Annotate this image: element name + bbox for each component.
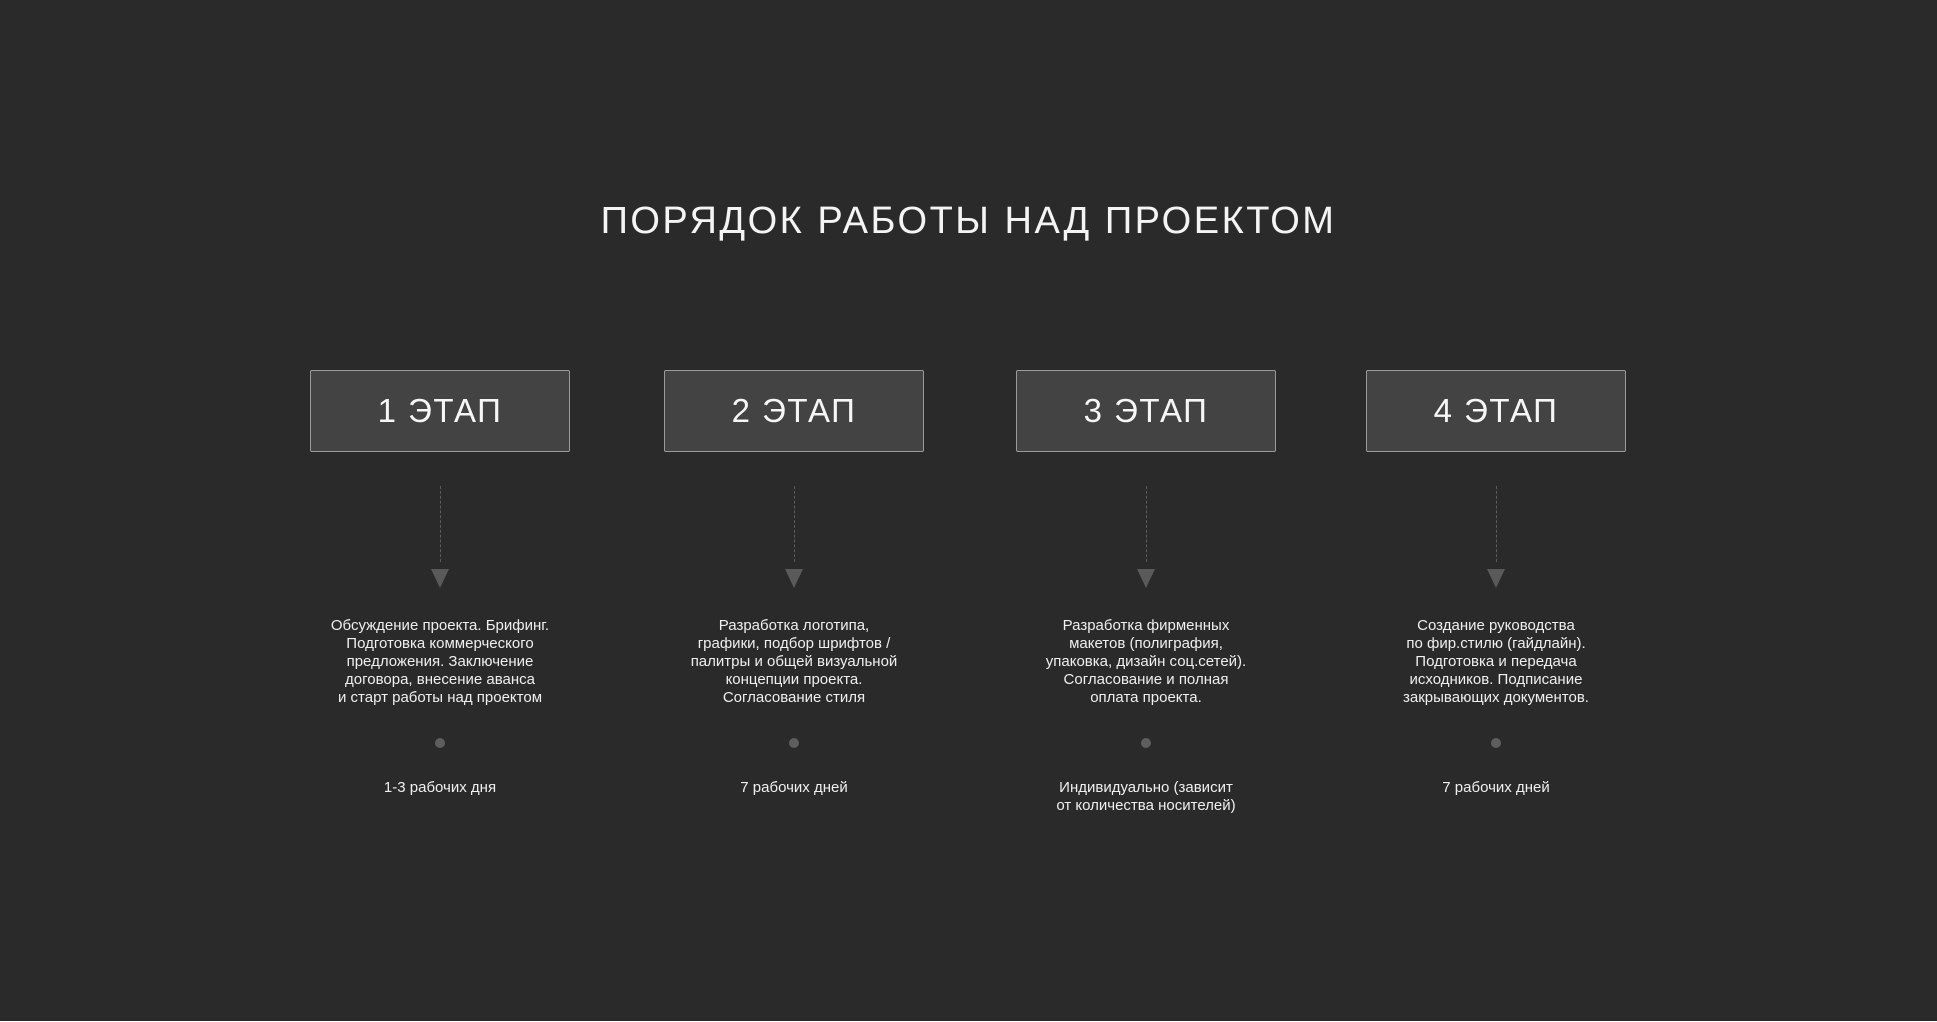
stage-4-dot	[1491, 738, 1501, 748]
stage-1-label: 1 ЭТАП	[377, 392, 503, 429]
stage-1-dot	[435, 738, 445, 748]
stage-1-duration: 1-3 рабочих дня	[383, 779, 497, 796]
stage-4-box	[1366, 370, 1626, 452]
stage-3	[1016, 370, 1276, 814]
stage-4-connector	[1496, 486, 1497, 562]
stage-2-dot	[789, 738, 799, 748]
stage-1-arrow-down-icon	[431, 569, 449, 588]
stage-3-description: Разработка фирменных макетов (полиграфия, упаковка, дизайн соц.сетей). Согласование и полная оплата проекта.	[1045, 617, 1247, 706]
stage-2-duration: 7 рабочих дней	[740, 779, 848, 796]
stage-1	[310, 370, 570, 796]
stage-2-label: 2 ЭТАП	[731, 392, 857, 429]
stage-4-duration: 7 рабочих дней	[1442, 779, 1550, 796]
stage-3-dot	[1141, 738, 1151, 748]
stage-4-label: 4 ЭТАП	[1433, 392, 1559, 429]
stage-1-description: Обсуждение проекта. Брифинг. Подготовка коммерческого предложения. Заключение договора, внесение аванса и старт работы над проектом	[330, 617, 550, 706]
stage-3-label: 3 ЭТАП	[1083, 392, 1209, 429]
stage-4-description: Создание руководства по фир.стилю (гайдлайн). Подготовка и передача исходников. Подписание закрывающих документов.	[1403, 617, 1589, 706]
stage-2-arrow-down-icon	[785, 569, 803, 588]
stage-3-arrow-down-icon	[1137, 569, 1155, 588]
stage-3-connector	[1146, 486, 1147, 562]
page-title: ПОРЯДОК РАБОТЫ НАД ПРОЕКТОМ	[600, 200, 1337, 242]
stage-3-duration: Индивидуально (зависит от количества носителей)	[1056, 779, 1236, 814]
stage-2-description: Разработка логотипа, графики, подбор шрифтов / палитры и общей визуальной концепции проекта. Согласование стиля	[690, 617, 898, 706]
stage-1-box	[310, 370, 570, 452]
stage-2-connector	[794, 486, 795, 562]
stage-4-arrow-down-icon	[1487, 569, 1505, 588]
stage-4	[1366, 370, 1626, 796]
stage-3-box	[1016, 370, 1276, 452]
stage-2	[664, 370, 924, 796]
stage-1-connector	[440, 486, 441, 562]
stage-2-box	[664, 370, 924, 452]
